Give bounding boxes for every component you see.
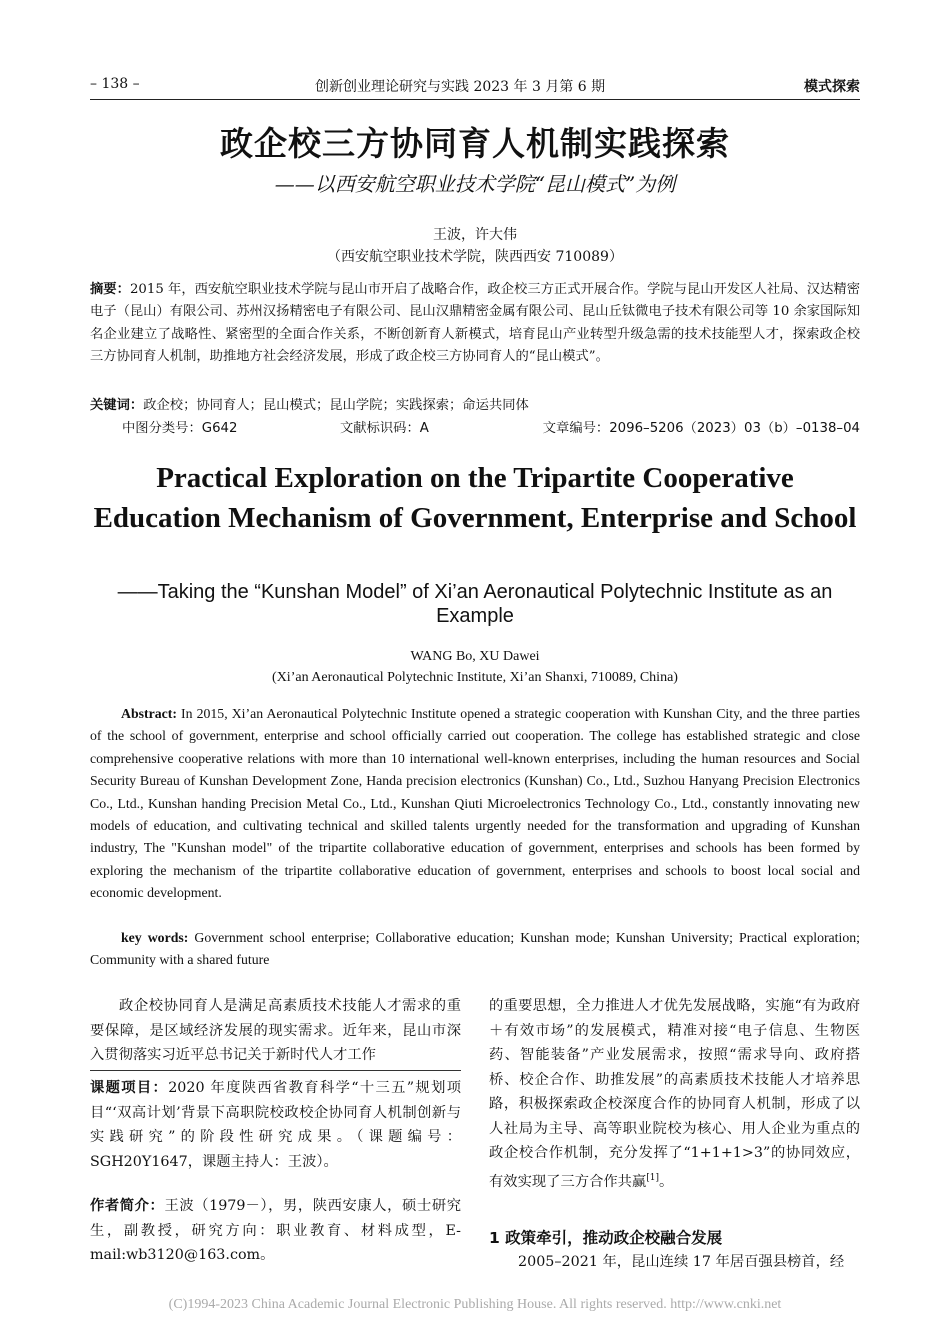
zh-title: 政企校三方协同育人机制实践探索 — [220, 124, 730, 163]
reference-mark[interactable]: [1] — [646, 1172, 660, 1183]
header-rule — [90, 99, 860, 100]
zh-keywords — [90, 394, 860, 413]
en-keywords — [90, 927, 860, 972]
running-header — [90, 76, 860, 98]
zh-abstract — [90, 279, 860, 368]
zh-keywords-label: 关键词： — [90, 398, 144, 413]
section-1-text: 2005–2021 年，昆山连续 17 年居百强县榜首，经 — [518, 1254, 845, 1270]
en-abstract — [90, 703, 860, 905]
cnki-copyright: (C)1994-2023 China Academic Journal Electronic Publishing House. All rights reserved. http://www.cnki.net — [168, 1297, 782, 1312]
en-keywords-label: key words: — [121, 930, 189, 945]
zh-keywords-text: 政企校；协同育人；昆山模式；昆山学院；实践探索；命运共同体 — [143, 398, 529, 413]
right-paragraph — [489, 994, 860, 1194]
right-paragraph-text: 的重要思想，全力推进人才优先发展战略，实施“有为政府＋有效市场”的发展模式，精准对接“电子信息、生物医药、智能装备”产业发展需求，按照“需求导向、政府搭桥、校企合作、助推发展”的高素质技术技能人才培养思路，积极探索政企校深度合作的协同育人机制，形成了以人社局为主导、高等职业院校为核心、用人企业为重点的政企校合作机制，充分发挥了“1+1+1>3”的协同效应，有效实现了三方合作共赢 — [489, 998, 860, 1190]
article-number: 文章编号：2096–5206（2023）03（b）–0138–04 — [542, 421, 860, 436]
author-label: 作者简介： — [90, 1198, 165, 1214]
author-text: 王波（1979－），男，陕西安康人，硕士研究生，副教授，研究方向：职业教育、材料成型，E-mail:wb3120@163.com。 — [90, 1198, 462, 1263]
en-title: Practical Exploration on the Tripartite Cooperative Education Mechanism of Government, Enterprise and School — [93, 462, 857, 534]
zh-abstract-text: 2015 年，西安航空职业技术学院与昆山市开启了战略合作，政企校三方正式开展合作。学院与昆山开发区人社局、汉达精密电子（昆山）有限公司、苏州汉扬精密电子有限公司、昆山汉鼎精密金属有限公司、昆山丘钛微电子技术有限公司等 10 余家国际知名企业建立了战略性、紧密型的全面合作关系，不断创新育人新模式，培育昆山产业转型升级急需的技术技能型人才，探索政企校三方协同育人机制，助推地方社会经济发展，形成了政企校三方协同育人的“昆山模式”。 — [90, 282, 861, 364]
section-1-heading: 1 政策牵引，推动政企校融合发展 — [489, 1229, 723, 1247]
zh-subtitle: ——以西安航空职业技术学院“昆山模式”为例 — [274, 172, 676, 196]
classification-row — [122, 417, 860, 437]
fund-note — [90, 1076, 461, 1174]
en-keywords-text: Government school enterprise; Collaborative education; Kunshan mode; Kunshan University; Practical exploration; Community with a shared future — [90, 930, 860, 968]
column-name: 模式探索 — [804, 79, 860, 95]
left-intro-paragraph: 政企校协同育人是满足高素质技术技能人才需求的重要保障，是区域经济发展的现实需求。近年来，昆山市深入贯彻落实习近平总书记关于新时代人才工作 — [90, 998, 461, 1063]
zh-affiliation: （西安航空职业技术学院，陕西西安 710089） — [327, 249, 623, 265]
clc-number: 中图分类号：G642 — [122, 421, 238, 436]
zh-authors: 王波，许大伟 — [433, 227, 517, 243]
author-note — [90, 1194, 461, 1268]
page-number: – 138 – — [90, 76, 140, 92]
en-abstract-label: Abstract: — [121, 706, 177, 721]
en-affiliation: (Xi’an Aeronautical Polytechnic Institute, Xi’an Shanxi, 710089, China) — [272, 670, 678, 685]
en-abstract-text: In 2015, Xi’an Aeronautical Polytechnic Institute opened a strategic cooperation with Kunshan City, and the three parties of the school of government, enterprise and school officially carried out cooperation. The college has established strategic and close comprehensive cooperative relations with more than 10 international well-known enterprises, including the human resources and Social Security Bureau of Kunshan Development Zone, Handa precision electronics (Kunshan) Co., Ltd., Suzhou Hanyang Precision Electronics Co., Ltd., Kunshan handing Precision Metal Co., Ltd., Kunshan Qiuti Microelectronics Technology Co., Ltd., constantly innovating new models of education, and cultivating technical and skilled talents urgently needed for the transformation and upgrading of Kunshan industry, The "Kunshan model" of the tripartite collaborative education of government, enterprises and schools has been formed by exploring the mechanism of the tripartite collaborative education of government, enterprises and schools to boost local social and economic development. — [90, 706, 860, 901]
journal-info: 创新创业理论研究与实践 2023 年 3 月第 6 期 — [315, 79, 606, 95]
document-code: 文献标识码：A — [340, 421, 429, 436]
en-authors: WANG Bo, XU Dawei — [410, 649, 540, 664]
footnote-rule — [90, 1070, 461, 1071]
fund-text: 2020 年度陕西省教育科学“十三五”规划项目“‘双高计划’背景下高职院校政校企协同育人机制创新与实践研究”的阶段性研究成果。（课题编号：SGH20Y1647，课题主持人：王波）。 — [90, 1080, 462, 1170]
right-paragraph-end: 。 — [659, 1173, 674, 1190]
fund-label: 课题项目： — [90, 1080, 169, 1096]
zh-abstract-label: 摘要： — [90, 282, 130, 297]
en-subtitle: ——Taking the “Kunshan Model” of Xi’an Aeronautical Polytechnic Institute as an Example — [117, 581, 833, 627]
